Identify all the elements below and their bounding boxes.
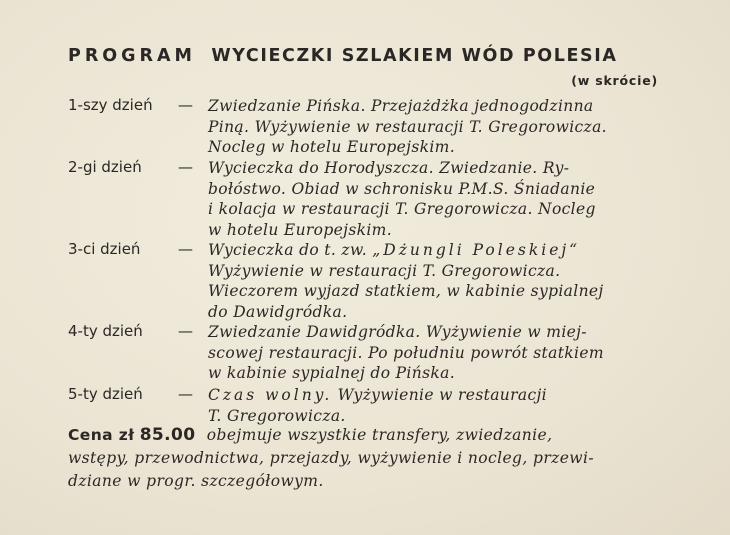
dash: — [178,158,193,176]
day-line: Wieczorem wyjazd statkiem, w kabinie sypialnej [208,282,604,301]
dash: — [178,96,193,114]
day-line: scowej restauracji. Po południu powrót statkiem [208,343,604,362]
document-title [68,46,658,66]
price-desc: obejmuje wszystkie transfery, zwiedzanie, [206,426,553,444]
day-label: 1-szy dzień [68,96,153,114]
price-line: dziane w progr. szczegółowym. [68,472,324,490]
day-line: Wycieczka do Horodyszcza. Zwiedzanie. Ry- [208,159,570,177]
day-line: Wyżywienie w restauracji T. Gregorowicza. [208,261,561,280]
day-line: i kolacja w restauracji T. Gregorowicza. Nocleg [208,200,596,219]
price-label: Cena zł [68,426,135,444]
day-line: Nocleg w hotelu Europejskim. [208,138,455,157]
day-label: 2-gi dzień [68,158,142,176]
document-subtitle: (w skrócie) [571,73,658,88]
day-line: do Dawidgródka. [208,302,348,321]
day-description [208,158,663,240]
title-program: PROGRAM [68,46,196,66]
price-line [68,424,668,447]
day-line [208,240,663,261]
day-line: Zwiedzanie Dawidgródka. Wyżywienie w miej- [208,323,587,341]
title-main: WYCIECZKI SZLAKIEM WÓD POLESIA [211,46,618,66]
day-description [208,385,663,426]
dash: — [178,322,193,340]
day-line: T. Gregorowicza. [208,406,346,425]
day-description [208,240,663,322]
day-description [208,96,663,158]
day-line: w hotelu Europejskim. [208,220,392,239]
day-line-suffix: Wyżywienie w restauracji [332,386,547,404]
day-line: bołóstwo. Obiad w schronisku P.M.S. Śniadanie [208,179,596,198]
day-description [208,322,663,384]
dash: — [178,385,193,403]
dash: — [178,240,193,258]
day-label: 5-ty dzień [68,385,143,403]
spaced-phrase: Czas wolny. [208,386,333,404]
spaced-phrase: „Dżungli Poleskiej“ [372,241,581,259]
day-label: 3-ci dzień [68,240,141,258]
day-line [208,385,663,406]
day-line: Piną. Wyżywienie w restauracji T. Gregorowicza. [208,117,607,136]
price-section [68,424,668,493]
day-line: Zwiedzanie Pińska. Przejażdżka jednogodzinna [208,97,594,115]
day-line: w kabinie sypialnej do Pińska. [208,364,455,383]
price-line: wstępy, przewodnictwa, przejazdy, wyżywienie i nocleg, przewi- [68,449,594,467]
day-line-prefix: Wycieczka do t. zw. [208,241,373,259]
price-amount: 85.00 [139,425,196,445]
day-label: 4-ty dzień [68,322,143,340]
